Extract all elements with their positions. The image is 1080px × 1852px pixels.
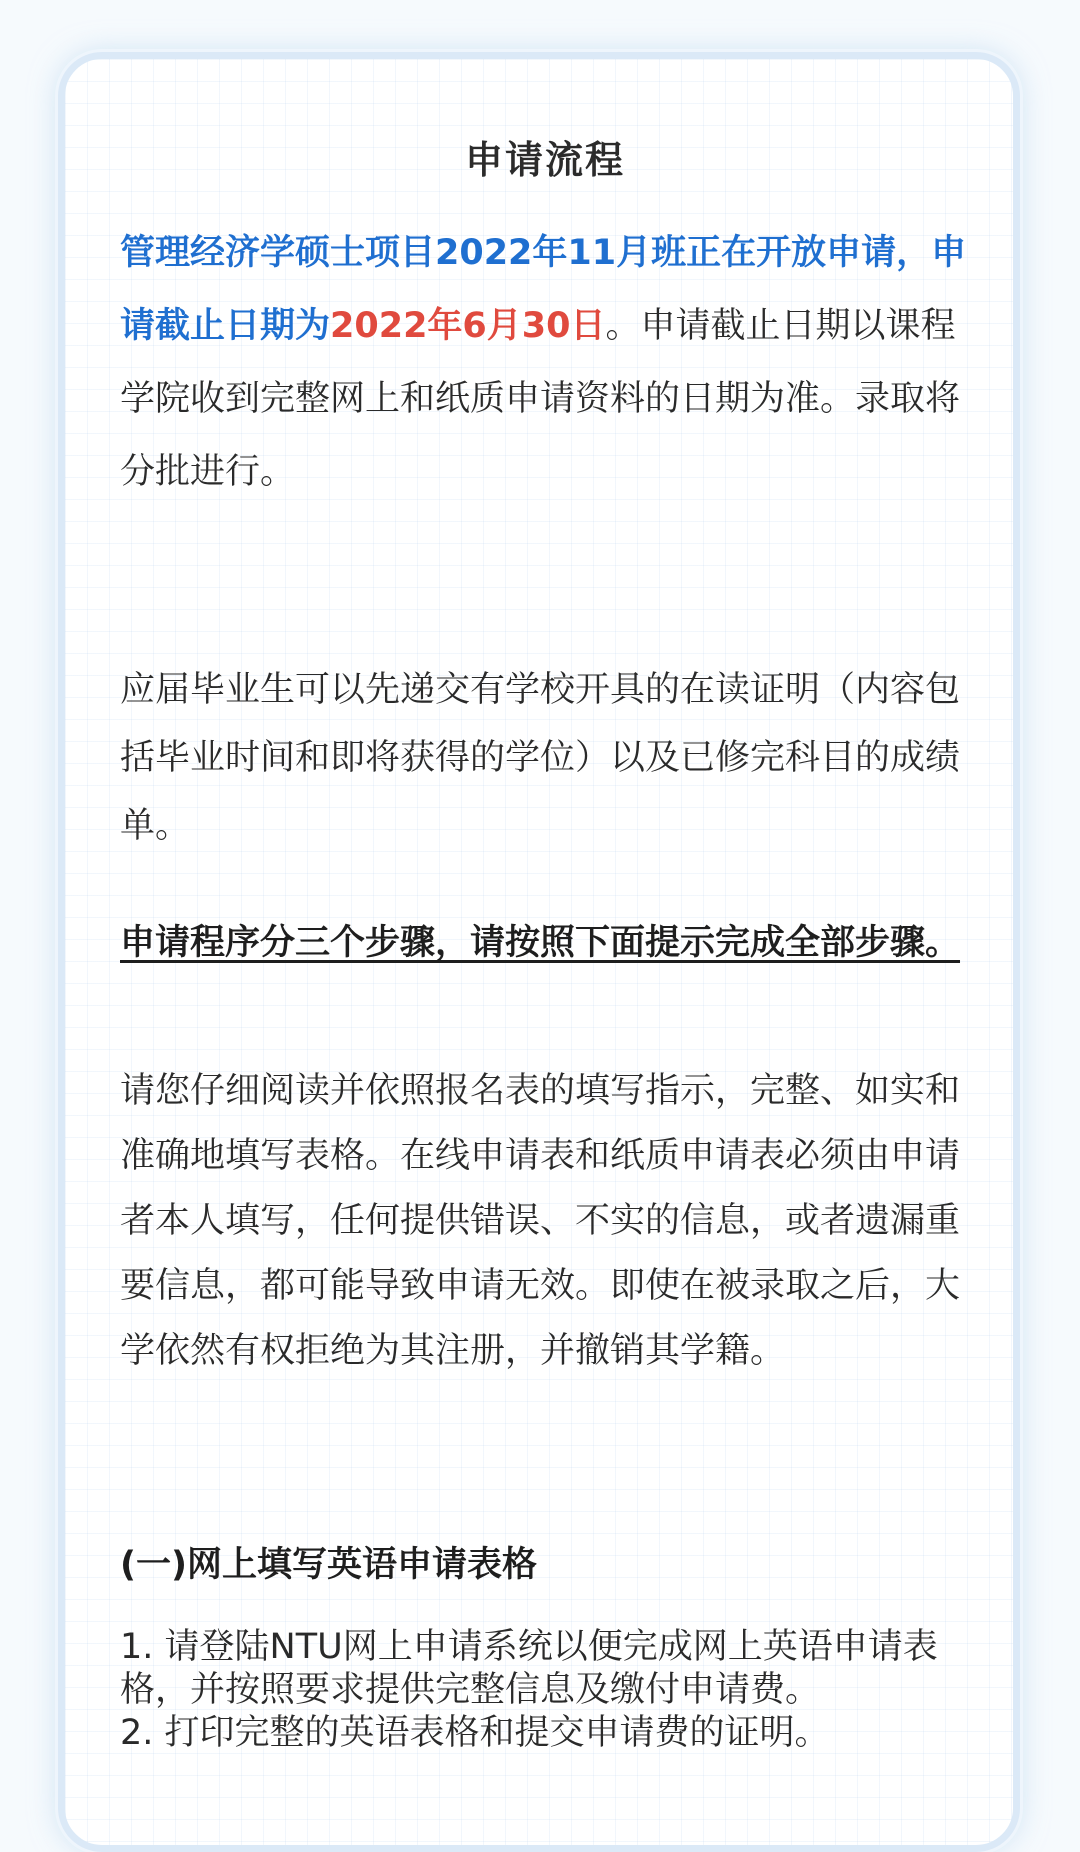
section-one-title: (一)网上填写英语申请表格 xyxy=(120,1545,537,1585)
intro-program-highlight: 管理经济学硕士项目2022年11月班正在开放申请，申请截止日期为 xyxy=(120,233,967,346)
content-card xyxy=(58,52,1020,1852)
section-one-list xyxy=(120,1626,970,1755)
page-title: 申请流程 xyxy=(464,138,625,182)
list-item: 2. 打印完整的英语表格和提交申请费的证明。 xyxy=(120,1713,830,1753)
list-item: 1. 请登陆NTU网上申请系统以便完成网上英语申请表格，并按照要求提供完整信息及缴付申请费。 xyxy=(120,1627,938,1710)
graduates-paragraph: 应届毕业生可以先递交有学校开具的在读证明（内容包括毕业时间和即将获得的学位）以及已修完科目的成绩单。 xyxy=(120,670,961,846)
intro-paragraph xyxy=(120,217,970,509)
intro-deadline-date: 2022年6月30日 xyxy=(330,306,606,346)
instructions-paragraph: 请您仔细阅读并依照报名表的填写指示，完整、如实和准确地填写表格。在线申请表和纸质申请表必须由申请者本人填写，任何提供错误、不实的信息，或者遗漏重要信息，都可能导致申请无效。即使在被录取之后，大学依然有权拒绝为其注册，并撤销其学籍。 xyxy=(120,1071,961,1371)
steps-heading: 申请程序分三个步骤，请按照下面提示完成全部步骤。 xyxy=(120,923,961,963)
intro-rest-text: 。申请截止日期以课程学院收到完整网上和纸质申请资料的日期为准。录取将分批进行。 xyxy=(120,306,961,492)
